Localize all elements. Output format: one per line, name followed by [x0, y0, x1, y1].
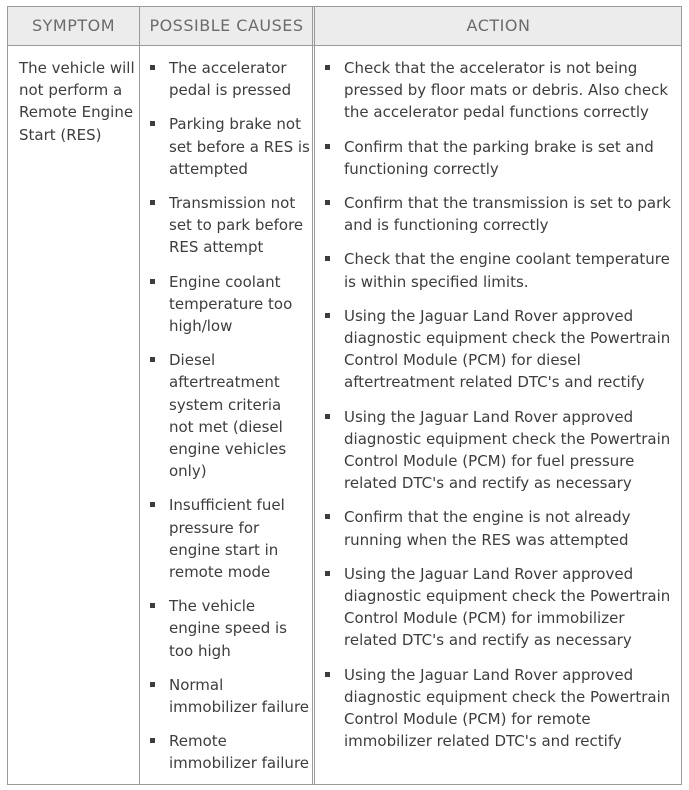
bullet-icon — [150, 357, 155, 362]
cause-item — [147, 271, 310, 338]
action-item-text: Confirm that the parking brake is set and functioning correctly — [344, 137, 654, 178]
action-item-text: Confirm that the transmission is set to park and is functioning correctly — [344, 194, 671, 235]
cause-item-text: Engine coolant temperature too high/low — [169, 272, 293, 336]
bullet-icon — [325, 200, 330, 205]
cause-item — [147, 57, 310, 101]
cause-item-text: Insufficient fuel pressure for engine start in remote mode — [169, 496, 285, 582]
action-item — [322, 136, 678, 180]
bullet-icon — [325, 514, 330, 519]
bullet-icon — [325, 672, 330, 677]
actions-list — [322, 57, 678, 752]
cause-item-text: Transmission not set to park before RES attempt — [169, 194, 304, 257]
column-divider — [139, 7, 140, 784]
cause-item-text: Remote immobilizer failure — [169, 732, 310, 773]
symptom-cell: The vehicle will not perform a Remote Engine Start (RES) — [19, 59, 135, 144]
bullet-icon — [325, 313, 330, 318]
bullet-icon — [325, 414, 330, 419]
action-item-text: Using the Jaguar Land Rover approved diagnostic equipment check the Powertrain Control Module (PCM) for remote immobilizer related DTC's and rectify — [344, 665, 671, 751]
bullet-icon — [150, 65, 155, 70]
action-item — [322, 506, 678, 550]
bullet-icon — [150, 603, 155, 608]
cause-item-text: The accelerator pedal is pressed — [169, 59, 292, 100]
action-item — [322, 305, 678, 394]
bullet-icon — [325, 256, 330, 261]
actions-cell — [322, 57, 678, 764]
cause-item — [147, 192, 310, 259]
action-item — [322, 406, 678, 495]
header-possible-causes: POSSIBLE CAUSES — [149, 16, 304, 35]
bullet-icon — [150, 279, 155, 284]
bullet-icon — [325, 571, 330, 576]
column-divider — [312, 7, 313, 784]
cause-item — [147, 674, 310, 718]
action-item — [322, 248, 678, 292]
table-header-row — [8, 7, 681, 46]
action-item-text: Confirm that the engine is not already running when the RES was attempted — [344, 508, 631, 549]
cause-item-text: The vehicle engine speed is too high — [169, 597, 287, 660]
column-divider — [314, 7, 315, 784]
troubleshooting-table — [7, 6, 682, 785]
bullet-icon — [325, 65, 330, 70]
cause-item — [147, 494, 310, 583]
header-action: ACTION — [466, 16, 531, 35]
bullet-icon — [150, 738, 155, 743]
causes-list — [147, 57, 310, 775]
action-item — [322, 57, 678, 124]
bullet-icon — [325, 144, 330, 149]
action-item-text: Using the Jaguar Land Rover approved diagnostic equipment check the Powertrain Control Module (PCM) for diesel aftertreatment related DTC's and rectify — [344, 306, 671, 392]
cause-item — [147, 113, 310, 180]
action-item-text: Using the Jaguar Land Rover approved diagnostic equipment check the Powertrain Control Module (PCM) for immobilizer related DTC's and rectify as necessary — [344, 564, 671, 650]
header-symptom: SYMPTOM — [31, 16, 116, 35]
bullet-icon — [150, 121, 155, 126]
cause-item — [147, 595, 310, 662]
cause-item-text: Normal immobilizer failure — [169, 675, 310, 717]
causes-cell — [147, 57, 310, 787]
cause-item-text: Parking brake not set before a RES is attempted — [169, 115, 310, 178]
cause-item — [147, 730, 310, 774]
bullet-icon — [150, 200, 155, 205]
action-item-text: Using the Jaguar Land Rover approved diagnostic equipment check the Powertrain Control Module (PCM) for fuel pressure related DTC's and rectify as necessary — [344, 407, 671, 493]
action-item — [322, 664, 678, 753]
bullet-icon — [150, 682, 155, 687]
cause-item-text: Diesel aftertreatment system criteria not met (diesel engine vehicles only) — [169, 351, 287, 481]
action-item-text: Check that the engine coolant temperature is within specified limits. — [344, 250, 670, 291]
action-item — [322, 192, 678, 236]
action-item-text: Check that the accelerator is not being pressed by floor mats or debris. Also check the accelerator pedal functions correctly — [344, 59, 669, 122]
cause-item — [147, 349, 310, 482]
action-item — [322, 563, 678, 652]
bullet-icon — [150, 502, 155, 507]
